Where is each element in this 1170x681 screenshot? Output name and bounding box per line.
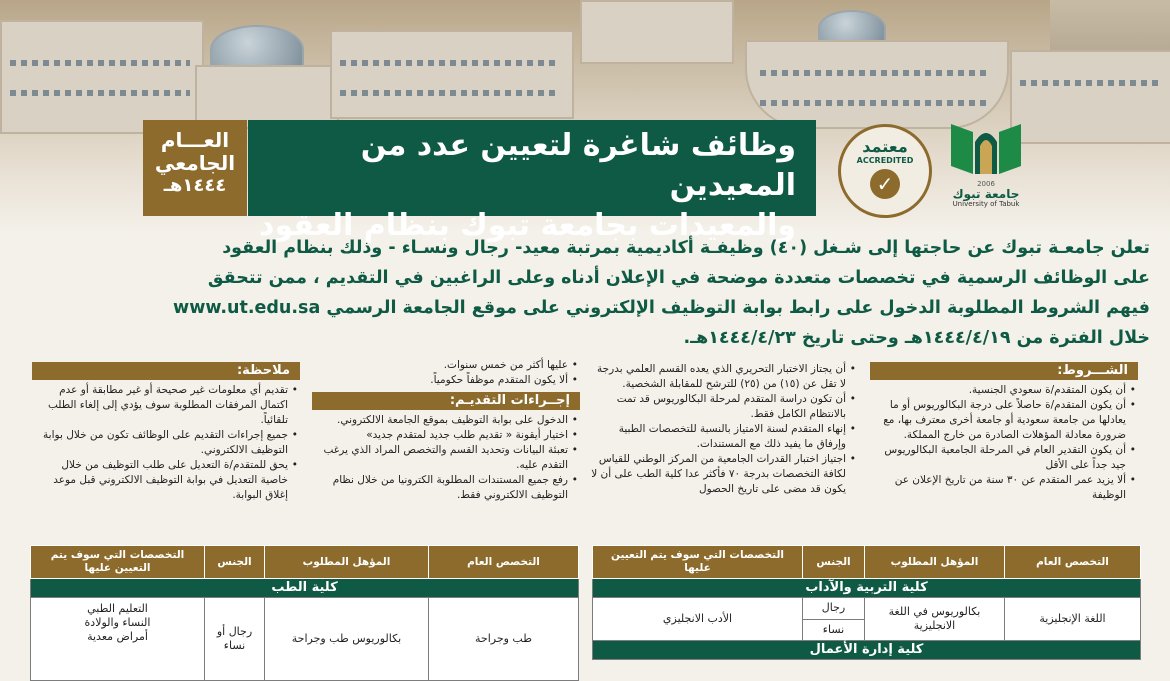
note-item: • جميع إجراءات التقديم على الوظائف تكون من خلال بوابة التوظيف الالكتروني. (32, 428, 288, 458)
specialty-item: أمراض معدية (87, 630, 148, 643)
header-qualification: المؤهل المطلوب (265, 546, 429, 579)
building (1010, 50, 1170, 144)
procedures-title: إجــراءات التقديـم: (312, 392, 580, 410)
condition-item: • أن يكون المتقدم/ة سعودي الجنسية. (870, 383, 1126, 398)
university-emblem-icon (947, 118, 1025, 180)
condition-item: • أن يكون المتقدم/ة حاصلاً على درجة البكالوريوس أو ما يعادلها من جامعة سعودية أو جامعة أخرى معترف بها، مع ضرورة معادلة المؤهلات الصادرة من خارج المملكة. (870, 398, 1126, 443)
building (580, 0, 734, 64)
logo-name-arabic: جامعة تبوك (952, 187, 1020, 201)
header-general: التخصص العام (1005, 546, 1141, 579)
building-windows (10, 60, 190, 66)
banner-title-line2: والمعيدات بجامعة تبوك بنظام العقود (259, 208, 796, 243)
cell-specialty: الأدب الانجليزي (593, 598, 803, 641)
building-windows (340, 90, 560, 96)
cell-qualification: بكالوريوس طب وجراحة (265, 598, 429, 681)
building (0, 20, 204, 134)
building (745, 40, 1009, 129)
specialty-item: التعليم الطبي (87, 602, 148, 615)
procedure-item: • تعبئة البيانات وتحديد القسم والتخصص المراد الذي يرغب التقدم عليه. (312, 443, 568, 473)
table-header-row (31, 546, 579, 579)
procedure-item: • الدخول على بوابة التوظيف بموقع الجامعة الالكتروني. (312, 413, 568, 428)
year-label: العـــام (160, 128, 230, 152)
college-row (31, 579, 579, 598)
building-windows (760, 100, 990, 106)
note-item: • تقديم أي معلومات غير صحيحة أو غير مطابقة أو عدم اكتمال المرفقات المطلوبة سوف يؤدي إلى إلغاء الطلب تلقائياً. (32, 383, 288, 428)
cell-gender: رجال أو نساء (205, 598, 265, 681)
check-icon: ✓ (870, 169, 900, 199)
note-item: • يحق للمتقدم/ة التعديل على طلب التوظيف من خلال خاصية التعديل في بوابة التوظيف الالكتروني قبل موعد إغلاق البوابة. (32, 458, 288, 503)
intro-line: على الوظائف الرسمية في تخصصات متعددة موضحة في الإعلان أدناه وعلى الراغبين في التقديم ، ممن تتحقق (207, 268, 1150, 288)
building (330, 30, 574, 119)
cell-general: طب وجراحة (429, 598, 579, 681)
building-windows (1020, 80, 1160, 86)
condition-item: • أن تكون دراسة المتقدم لمرحلة البكالوريوس قد تمت بالانتظام الكامل فقط. (590, 392, 846, 422)
table-row (593, 598, 1141, 620)
intro-line: خلال الفترة من ١٤٤٤/٤/١٩هـ وحتى تاريخ ١٤٤٤/٤/٢٣هـ. (683, 328, 1150, 348)
university-website-link[interactable]: www.ut.edu.sa (173, 298, 321, 318)
college-name: كلية التربية والآداب (593, 579, 1141, 598)
notes-title: ملاحظة: (32, 362, 300, 380)
sky-area (1050, 0, 1170, 50)
specialty-item: النساء والولادة (84, 616, 151, 629)
notes-section (32, 362, 300, 503)
building-windows (10, 90, 190, 96)
jobs-table-education (592, 545, 1141, 660)
intro-line: فيهم الشروط المطلوبة الدخول على رابط بوابة التوظيف الإلكتروني على موقع الجامعة الرسمي (326, 298, 1150, 318)
header-specialties: التخصصات التي سوف يتم التعيين عليها (593, 546, 803, 579)
accreditation-seal (838, 124, 932, 218)
accredited-arabic: معتمد (862, 137, 908, 156)
cell-gender: نساء (803, 619, 865, 641)
banner-title-line1: وظائف شاغرة لتعيين عدد من المعيدين (360, 128, 796, 203)
header-gender: الجنس (205, 546, 265, 579)
conditions-title: الشـــروط: (870, 362, 1138, 380)
condition-item: • أن يكون التقدير العام في المرحلة الجامعية البكالوريوس جيد جداً على الأقل (870, 443, 1126, 473)
year-sub-label: الجامعي (154, 151, 236, 175)
condition-item: • ألا يكون المتقدم موظفاً حكومياً. (312, 373, 568, 388)
header-gender: الجنس (803, 546, 865, 579)
table-header-row (593, 546, 1141, 579)
table-row (31, 598, 579, 681)
building-windows (760, 70, 990, 76)
header-qualification: المؤهل المطلوب (865, 546, 1005, 579)
cell-qualification: بكالوريوس في اللغة الانجليزية (865, 598, 1005, 641)
logo-name-english: University of Tabuk (952, 200, 1020, 208)
jobs-table-medicine (30, 545, 579, 681)
cell-general: اللغة الإنجليزية (1005, 598, 1141, 641)
condition-item: • أن يجتاز الاختبار التحريري الذي يعده القسم العلمي بدرجة لا تقل عن (١٥) من (٢٥) للترشح للمقابلة الشخصية. (590, 362, 846, 392)
year-value: ١٤٤٤هـ (163, 175, 227, 196)
cell-specialties (31, 598, 205, 681)
announcement-intro (20, 233, 1150, 353)
college-name: كلية إدارة الأعمال (593, 641, 1141, 660)
university-logo (940, 118, 1032, 218)
college-row (593, 579, 1141, 598)
logo-year: 2006 (977, 180, 995, 188)
procedure-item: • اختيار أيقونة « تقديم طلب جديد لمتقدم جديد» (312, 428, 568, 443)
intro-line: تعلن جامعـة تبوك عن حاجتها إلى شـغل (٤٠) وظيفـة أكاديمية بمرتبة معيد- رجال ونسـاء - وذلك بنظام العقود (222, 238, 1150, 258)
title-banner (248, 120, 816, 243)
header-general: التخصص العام (429, 546, 579, 579)
accredited-english: ACCREDITED (856, 156, 914, 165)
condition-item: • عليها أكثر من خمس سنوات. (312, 358, 568, 373)
cell-gender: رجال (803, 598, 865, 620)
condition-item: • ألا يزيد عمر المتقدم عن ٣٠ سنة من تاريخ الإعلان عن الوظيفة (870, 473, 1126, 503)
condition-item: • إنهاء المتقدم لسنة الامتياز بالنسبة للتخصصات الطبية وإرفاق ما يفيد ذلك مع المستندات. (590, 422, 846, 452)
conditions-continued (590, 362, 858, 497)
condition-item: • اجتياز اختبار القدرات الجامعية من المركز الوطني للقياس لكافة التخصصات بدرجة ٧٠ فأكثر عدا كلية الطب على أن لا يكون قد مضى على تاريخ الحصول (590, 452, 846, 497)
conditions-section (870, 362, 1138, 503)
header-specialties: التخصصات التي سوف يتم التعيين عليها (31, 546, 205, 579)
procedures-column (312, 358, 580, 503)
college-name: كلية الطب (31, 579, 579, 598)
procedure-item: • رفع جميع المستندات المطلوبة الكترونيا من خلال نظام التوظيف الالكتروني فقط. (312, 473, 568, 503)
intro-line-with-url (20, 293, 1150, 323)
building-windows (340, 60, 560, 66)
academic-year-badge (143, 120, 247, 216)
